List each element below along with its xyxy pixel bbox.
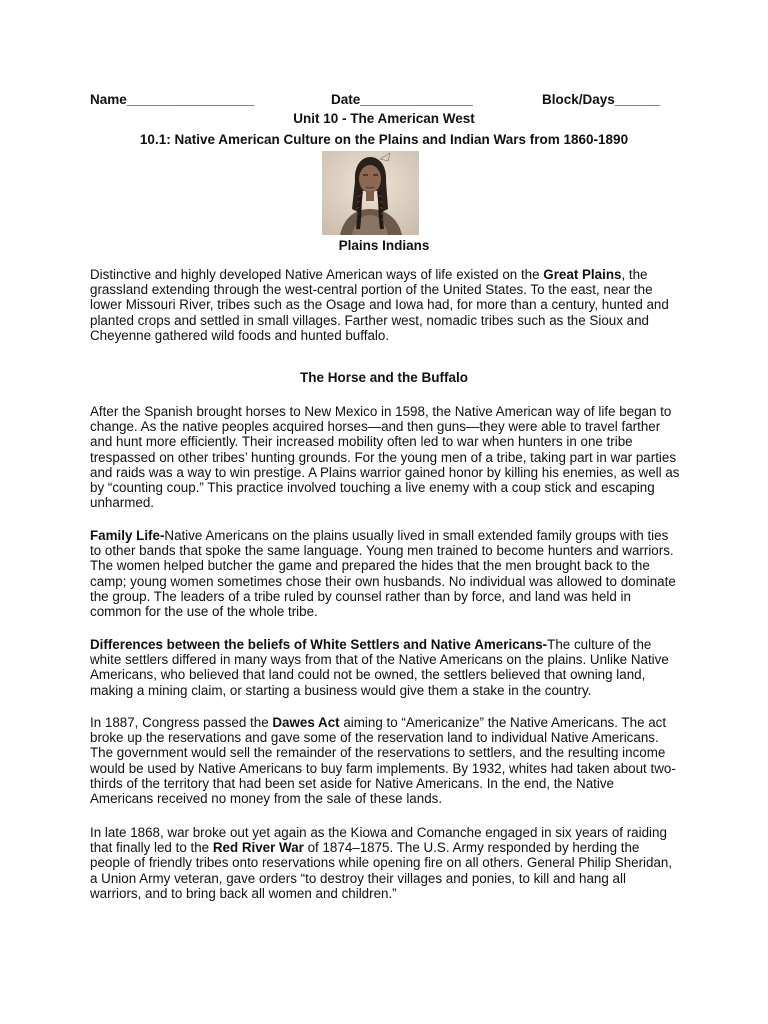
block-days-field-label: Block/Days______ [542,92,660,107]
name-field-label: Name_________________ [90,92,255,107]
lesson-title: 10.1: Native American Culture on the Plains and Indian Wars from 1860-1890 [139,132,629,147]
horse-buffalo-heading: The Horse and the Buffalo [299,370,468,385]
p6-text-a: In late 1868, war broke out yet again as the Kiowa and Comanche engaged in six years of raiding that finally led to the [90,825,667,856]
paragraph-red-river-war [90,825,680,901]
date-field-label: Date_______________ [331,92,473,107]
paragraph-horse-buffalo: After the Spanish brought horses to New Mexico in 1598, the Native American way of life began to change. As the native peoples acquired horses—and then guns—they were able to travel farther and hunt more efficiently. Their increased mobility often led to war when hunters in one tribe trespassed on other tribes’ hunting grounds. For the young men of a tribe, taking part in war parties and raids was a way to win prestige. A Plains warrior gained honor by killing his enemies, as well as by “counting coup.” This practice involved touching a live enemy with a coup stick and escaping unharmed. [90,404,680,511]
portrait-photo-icon [322,151,419,235]
paragraph-family-life [90,528,680,619]
unit-title: Unit 10 - The American West [293,111,475,126]
p1-text-c: , the grassland extending through the west-central portion of the United States. To the east, near the lower Missouri River, tribes such as the Osage and Iowa had, for more than a century, hunted and planted crops and settled in small villages. Farther west, nomadic tribes such as the Sioux and Cheyenne gathered wild foods and hunted buffalo. [90,267,669,343]
plains-indians-heading: Plains Indians [338,238,430,253]
p1-text-a: Distinctive and highly developed Native American ways of life existed on the [90,267,544,282]
paragraph-beliefs-differences [90,637,680,698]
beliefs-differences-term: Differences between the beliefs of White Settlers and Native Americans- [90,637,548,652]
p4-text: The culture of the white settlers differed in many ways from that of the Native Americans on the plains. Unlike Native Americans, who believed that land could not be owned, the settlers believed that owning land, making a mining claim, or starting a business would give them a stake in the country. [90,637,669,698]
paragraph-great-plains [90,267,680,343]
p5-text-c: aiming to “Americanize” the Native Americans. The act broke up the reservations and gave some of the reservation land to individual Native Americans. The government would sell the remainder of the reservations to settlers, and the resulting income would be used by Native Americans to buy farm implements. By 1932, whites had taken about two-thirds of the territory that had been set aside for Native Americans. In the end, the Native Americans received no money from the sale of these lands. [90,715,676,807]
p5-text-a: In 1887, Congress passed the [90,715,273,730]
p6-text-c: of 1874–1875. The U.S. Army responded by herding the people of friendly tribes onto reservations while opening fire on all others. General Philip Sheridan, a Union Army veteran, gave orders “to destroy their villages and ponies, to kill and hang all warriors, and to bring back all women and children.” [90,840,673,901]
dawes-act-term: Dawes Act [272,715,340,730]
red-river-war-term: Red River War [212,840,304,856]
paragraph-dawes-act [90,715,680,806]
family-life-term: Family Life- [90,528,165,543]
p3-text: Native Americans on the plains usually lived in small extended family groups with ties to other bands that spoke the same language. Young men trained to become hunters and warriors. The women helped butcher the game and prepared the hides that the men brought back to the camp; young women sometimes chose their own husbands. No individual was allowed to dominate the group. The leaders of a tribe ruled by counsel rather than by force, and land was held in common for the use of the whole tribe. [90,528,676,620]
great-plains-term: Great Plains [543,267,622,282]
